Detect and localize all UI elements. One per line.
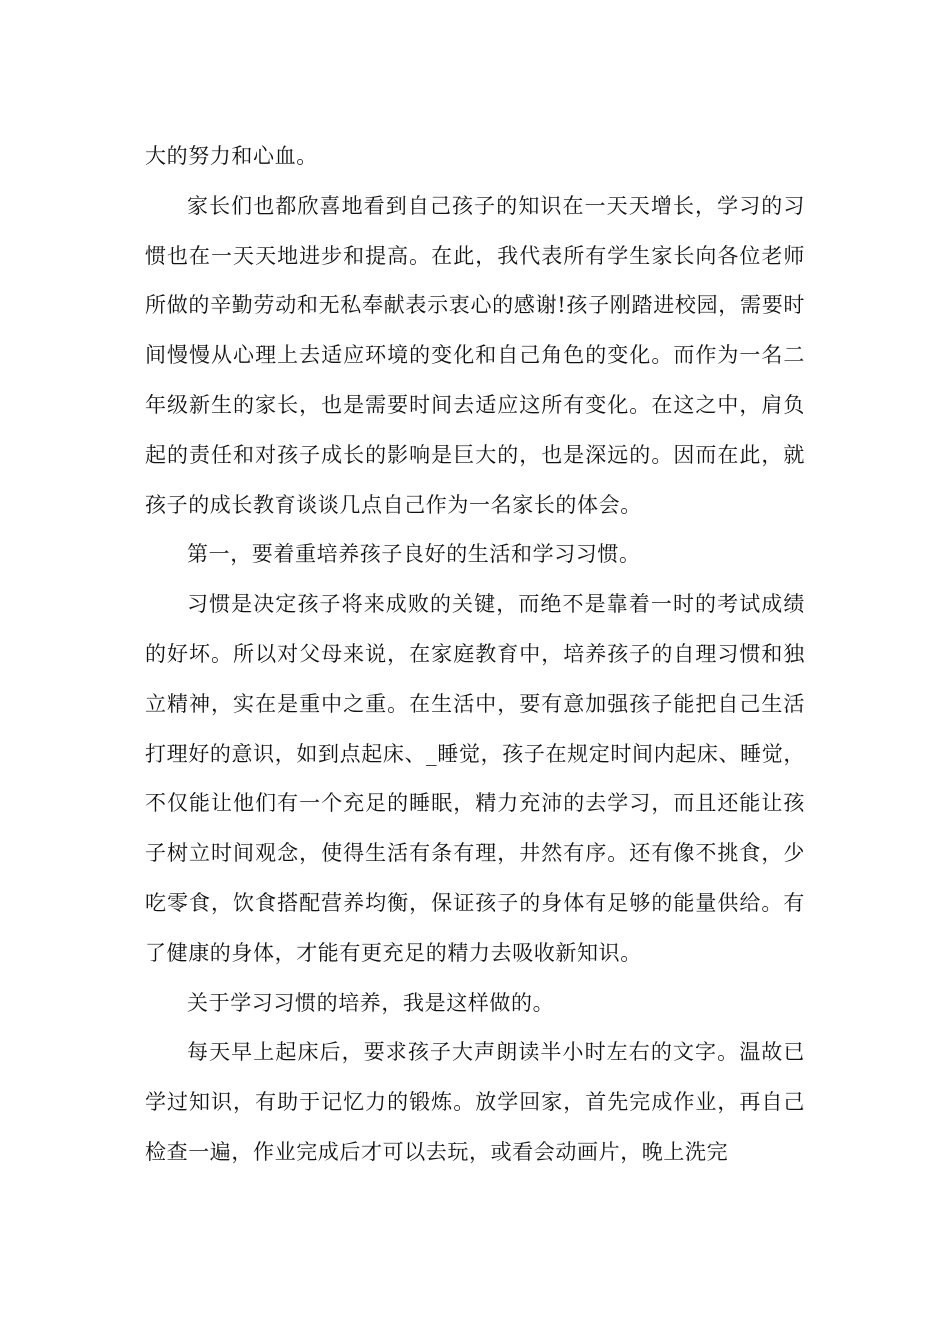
paragraph-continuation: 大的努力和心血。 [145, 144, 318, 168]
paragraph-study-habits-intro: 关于学习习惯的培养，我是这样做的。 [187, 990, 555, 1015]
paragraph-heading-first-point: 第一，要着重培养孩子良好的生活和学习习惯。 [187, 542, 641, 567]
paragraph-gratitude: 家长们也都欣喜地看到自己孩子的知识在一天天增长，学习的习惯也在一天天地进步和提高。在此，我代表所有学生家长向各位老师所做的辛勤劳动和无私奉献表示衷心的感谢!孩子刚踏进校园，需要时间慢慢从心理上去适应环境的变化和自己角色的变化。而作为一名二年级新生的家长，也是需要时间去适应这所有变化。在这之中，肩负起的责任和对孩子成长的影响是巨大的，也是深远的。因而在此，就孩子的成长教育谈谈几点自己作为一名家长的体会。 [145, 193, 805, 517]
document-page [145, 132, 805, 1178]
paragraph-daily-routine: 每天早上起床后，要求孩子大声朗读半小时左右的文字。温故已学过知识，有助于记忆力的锻炼。放学回家，首先完成作业，再自己检查一遍，作业完成后才可以去玩，或看会动画片，晚上洗完 [145, 1040, 805, 1164]
paragraph-habits: 习惯是决定孩子将来成败的关键，而绝不是靠着一时的考试成绩的好坏。所以对父母来说，在家庭教育中，培养孩子的自理习惯和独立精神，实在是重中之重。在生活中，要有意加强孩子能把自己生活打理好的意识，如到点起床、_睡觉，孩子在规定时间内起床、睡觉，不仅能让他们有一个充足的睡眠，精力充沛的去学习，而且还能让孩子树立时间观念，使得生活有条有理，井然有序。还有像不挑食，少吃零食，饮食搭配营养均衡，保证孩子的身体有足够的能量供给。有了健康的身体，才能有更充足的精力去吸收新知识。 [145, 592, 805, 965]
